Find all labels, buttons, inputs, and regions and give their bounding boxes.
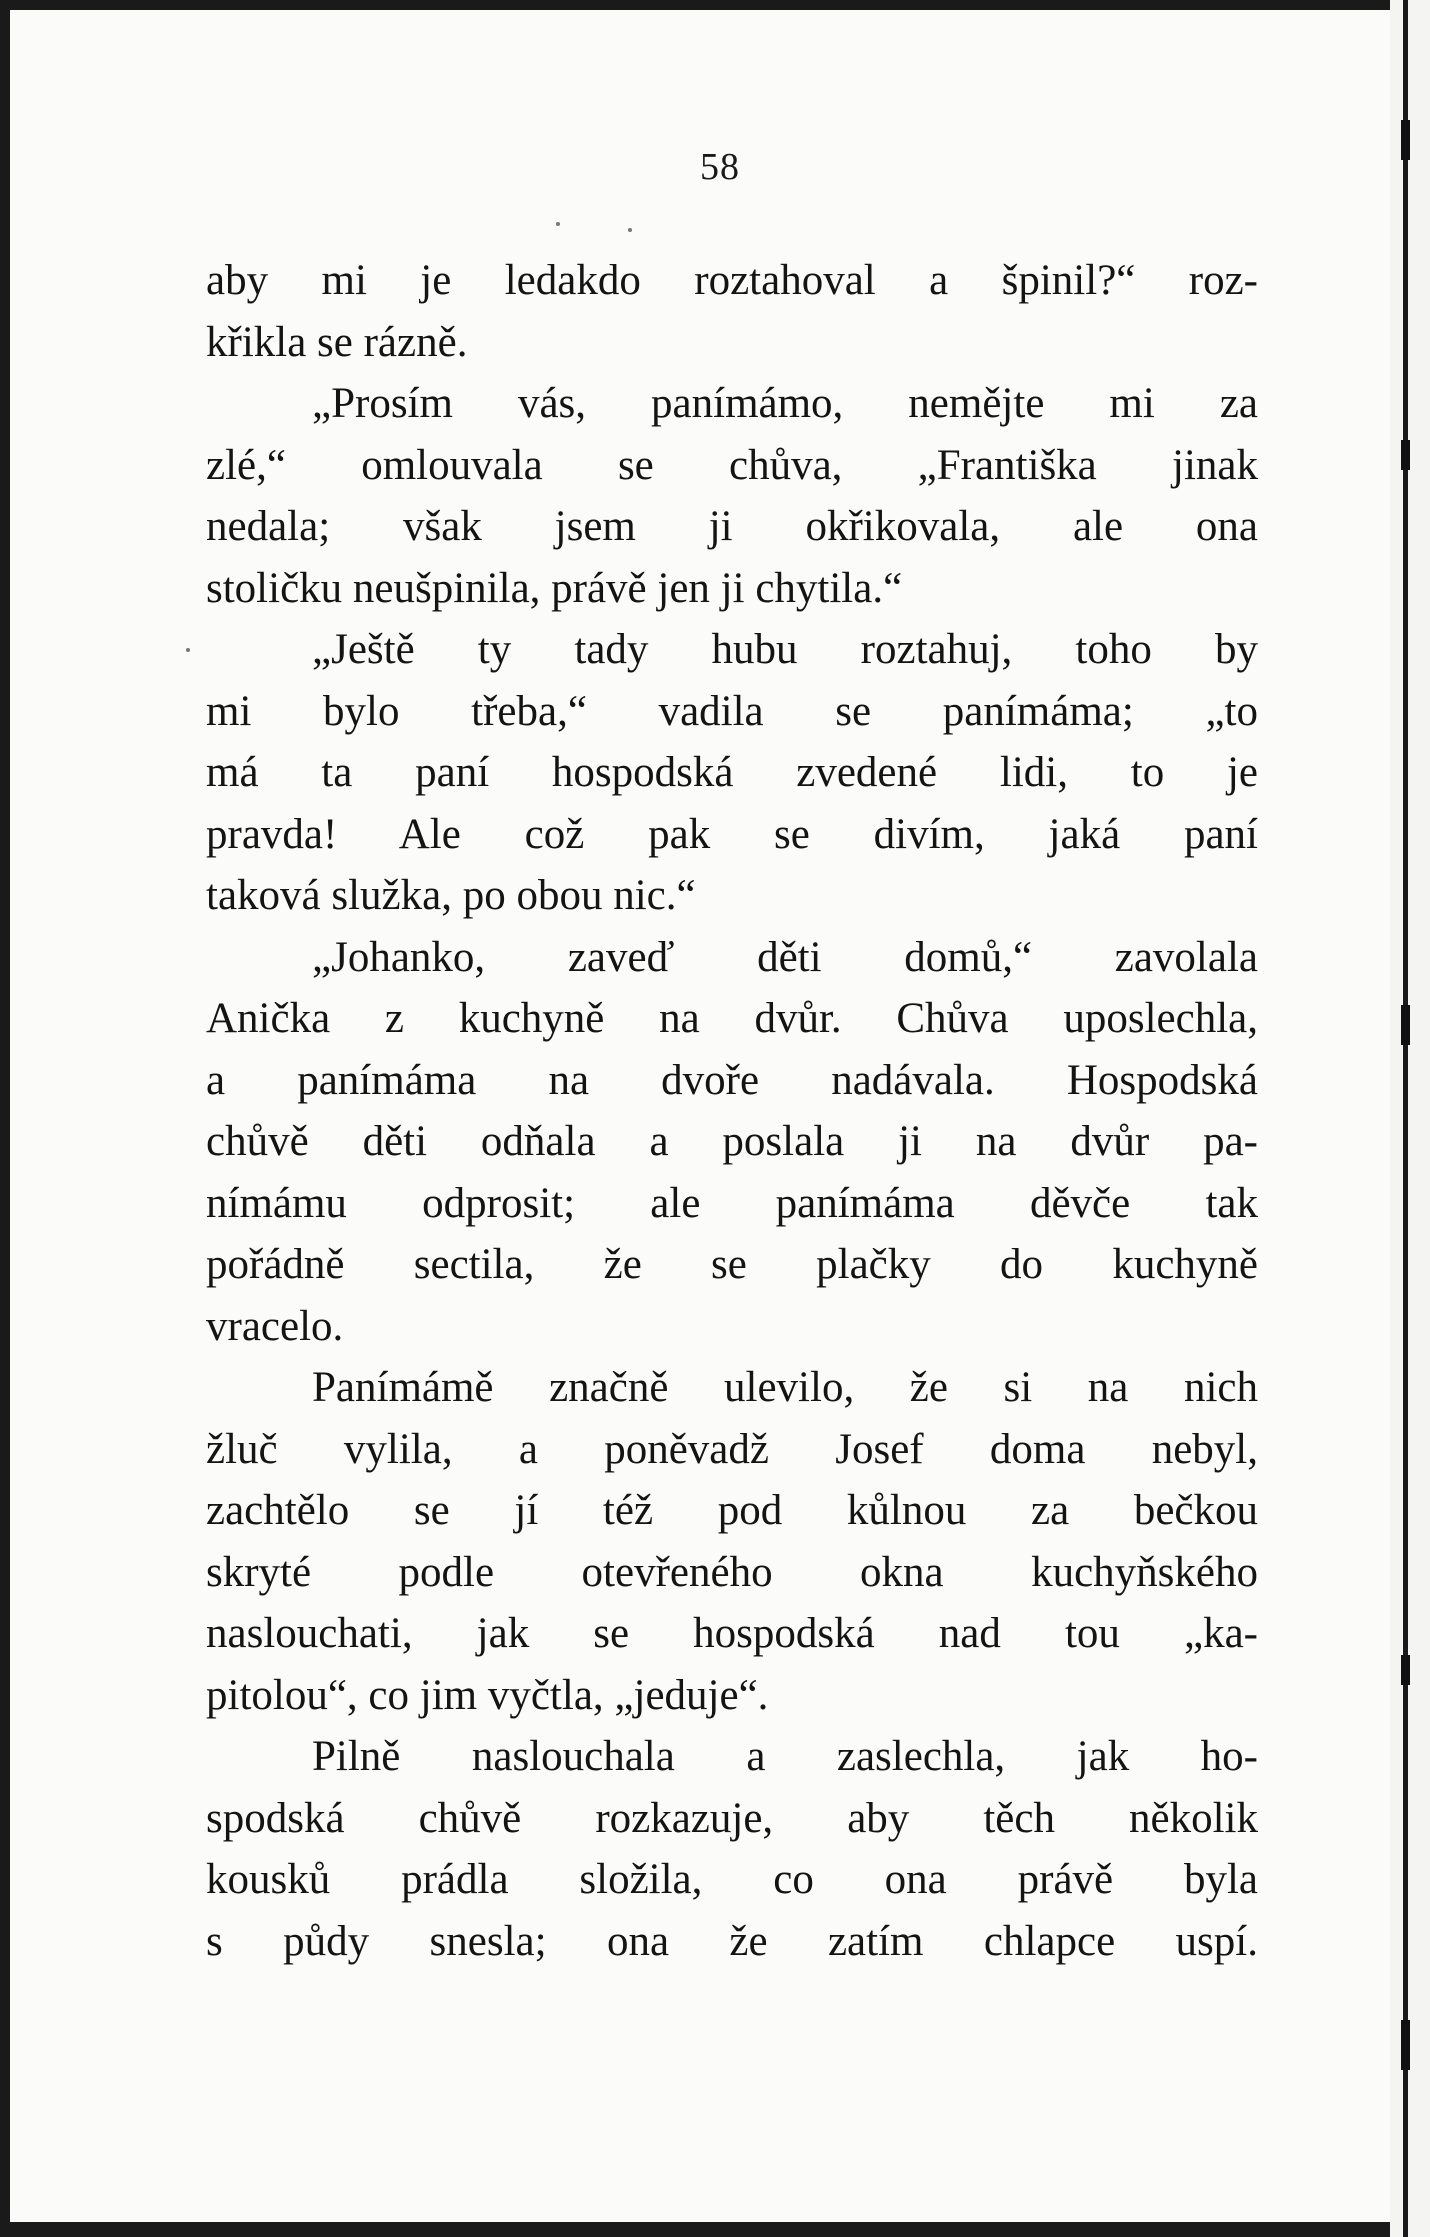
scan-artifact-mark bbox=[1401, 120, 1410, 160]
scan-artifact-mark bbox=[1401, 440, 1410, 470]
text-line: taková služka, po obou nic.“ bbox=[206, 872, 696, 919]
text-line: zlé,“ omlouvala se chůva, „Františka jinak bbox=[206, 441, 1258, 489]
scan-border-top bbox=[0, 0, 1430, 10]
scan-margin-right bbox=[1390, 0, 1430, 2237]
text-line: žluč vylila, a poněvadž Josef doma nebyl, bbox=[206, 1425, 1258, 1473]
body-text bbox=[206, 250, 1258, 1972]
text-line: křikla se rázně. bbox=[206, 318, 468, 366]
text-line: nímámu odprosit; ale panímáma děvče tak bbox=[206, 1179, 1258, 1227]
text-line: kousků prádla složila, co ona právě byla bbox=[206, 1856, 1258, 1903]
scan-speck bbox=[628, 228, 632, 232]
text-line: zachtělo se jí též pod kůlnou za bečkou bbox=[206, 1487, 1258, 1534]
page-number: 58 bbox=[700, 146, 740, 188]
text-line: stoličku neušpinila, právě jen ji chytila.“ bbox=[206, 564, 903, 612]
scan-border-left bbox=[0, 0, 10, 2237]
scan-artifact-mark bbox=[1401, 2020, 1410, 2070]
text-line: Anička z kuchyně na dvůr. Chůva uposlechla, bbox=[206, 995, 1258, 1042]
text-line: naslouchati, jak se hospodská nad tou „ka- bbox=[206, 1610, 1258, 1657]
text-line: pravda! Ale což pak se divím, jaká paní bbox=[206, 810, 1258, 858]
text-line: pořádně sectila, že se plačky do kuchyně bbox=[206, 1241, 1258, 1288]
text-line: Panímámě značně ulevilo, že si na nich bbox=[312, 1364, 1258, 1411]
text-line: vracelo. bbox=[206, 1302, 344, 1350]
text-line: skryté podle otevřeného okna kuchyňského bbox=[206, 1548, 1258, 1596]
text-line: má ta paní hospodská zvedené lidi, to je bbox=[206, 749, 1258, 796]
text-line: Pilně naslouchala a zaslechla, jak ho- bbox=[312, 1733, 1258, 1780]
text-line: pitolou“, co jim vyčtla, „jeduje“. bbox=[206, 1671, 769, 1719]
text-line: s půdy snesla; ona že zatím chlapce uspí. bbox=[206, 1917, 1258, 1965]
scan-border-right bbox=[1403, 0, 1408, 2237]
text-line: „Johanko, zaveď děti domů,“ zavolala bbox=[312, 933, 1258, 981]
scan-border-bottom bbox=[0, 2222, 1430, 2237]
text-line: „Prosím vás, panímámo, nemějte mi za bbox=[312, 380, 1258, 427]
text-line: a panímáma na dvoře nadávala. Hospodská bbox=[206, 1056, 1258, 1104]
text-line: aby mi je ledakdo roztahoval a špinil?“ roz- bbox=[206, 257, 1258, 304]
text-line: nedala; však jsem ji okřikovala, ale ona bbox=[206, 503, 1258, 550]
scan-speck bbox=[186, 648, 190, 652]
scan-speck bbox=[556, 222, 560, 226]
text-line: spodská chůvě rozkazuje, aby těch několik bbox=[206, 1794, 1258, 1842]
scan-artifact-mark bbox=[1401, 1655, 1410, 1685]
text-line: chůvě děti odňala a poslala ji na dvůr pa- bbox=[206, 1118, 1258, 1165]
text-line: mi bylo třeba,“ vadila se panímáma; „to bbox=[206, 687, 1258, 735]
text-line: „Ještě ty tady hubu roztahuj, toho by bbox=[312, 626, 1258, 673]
scan-artifact-mark bbox=[1401, 1005, 1410, 1045]
